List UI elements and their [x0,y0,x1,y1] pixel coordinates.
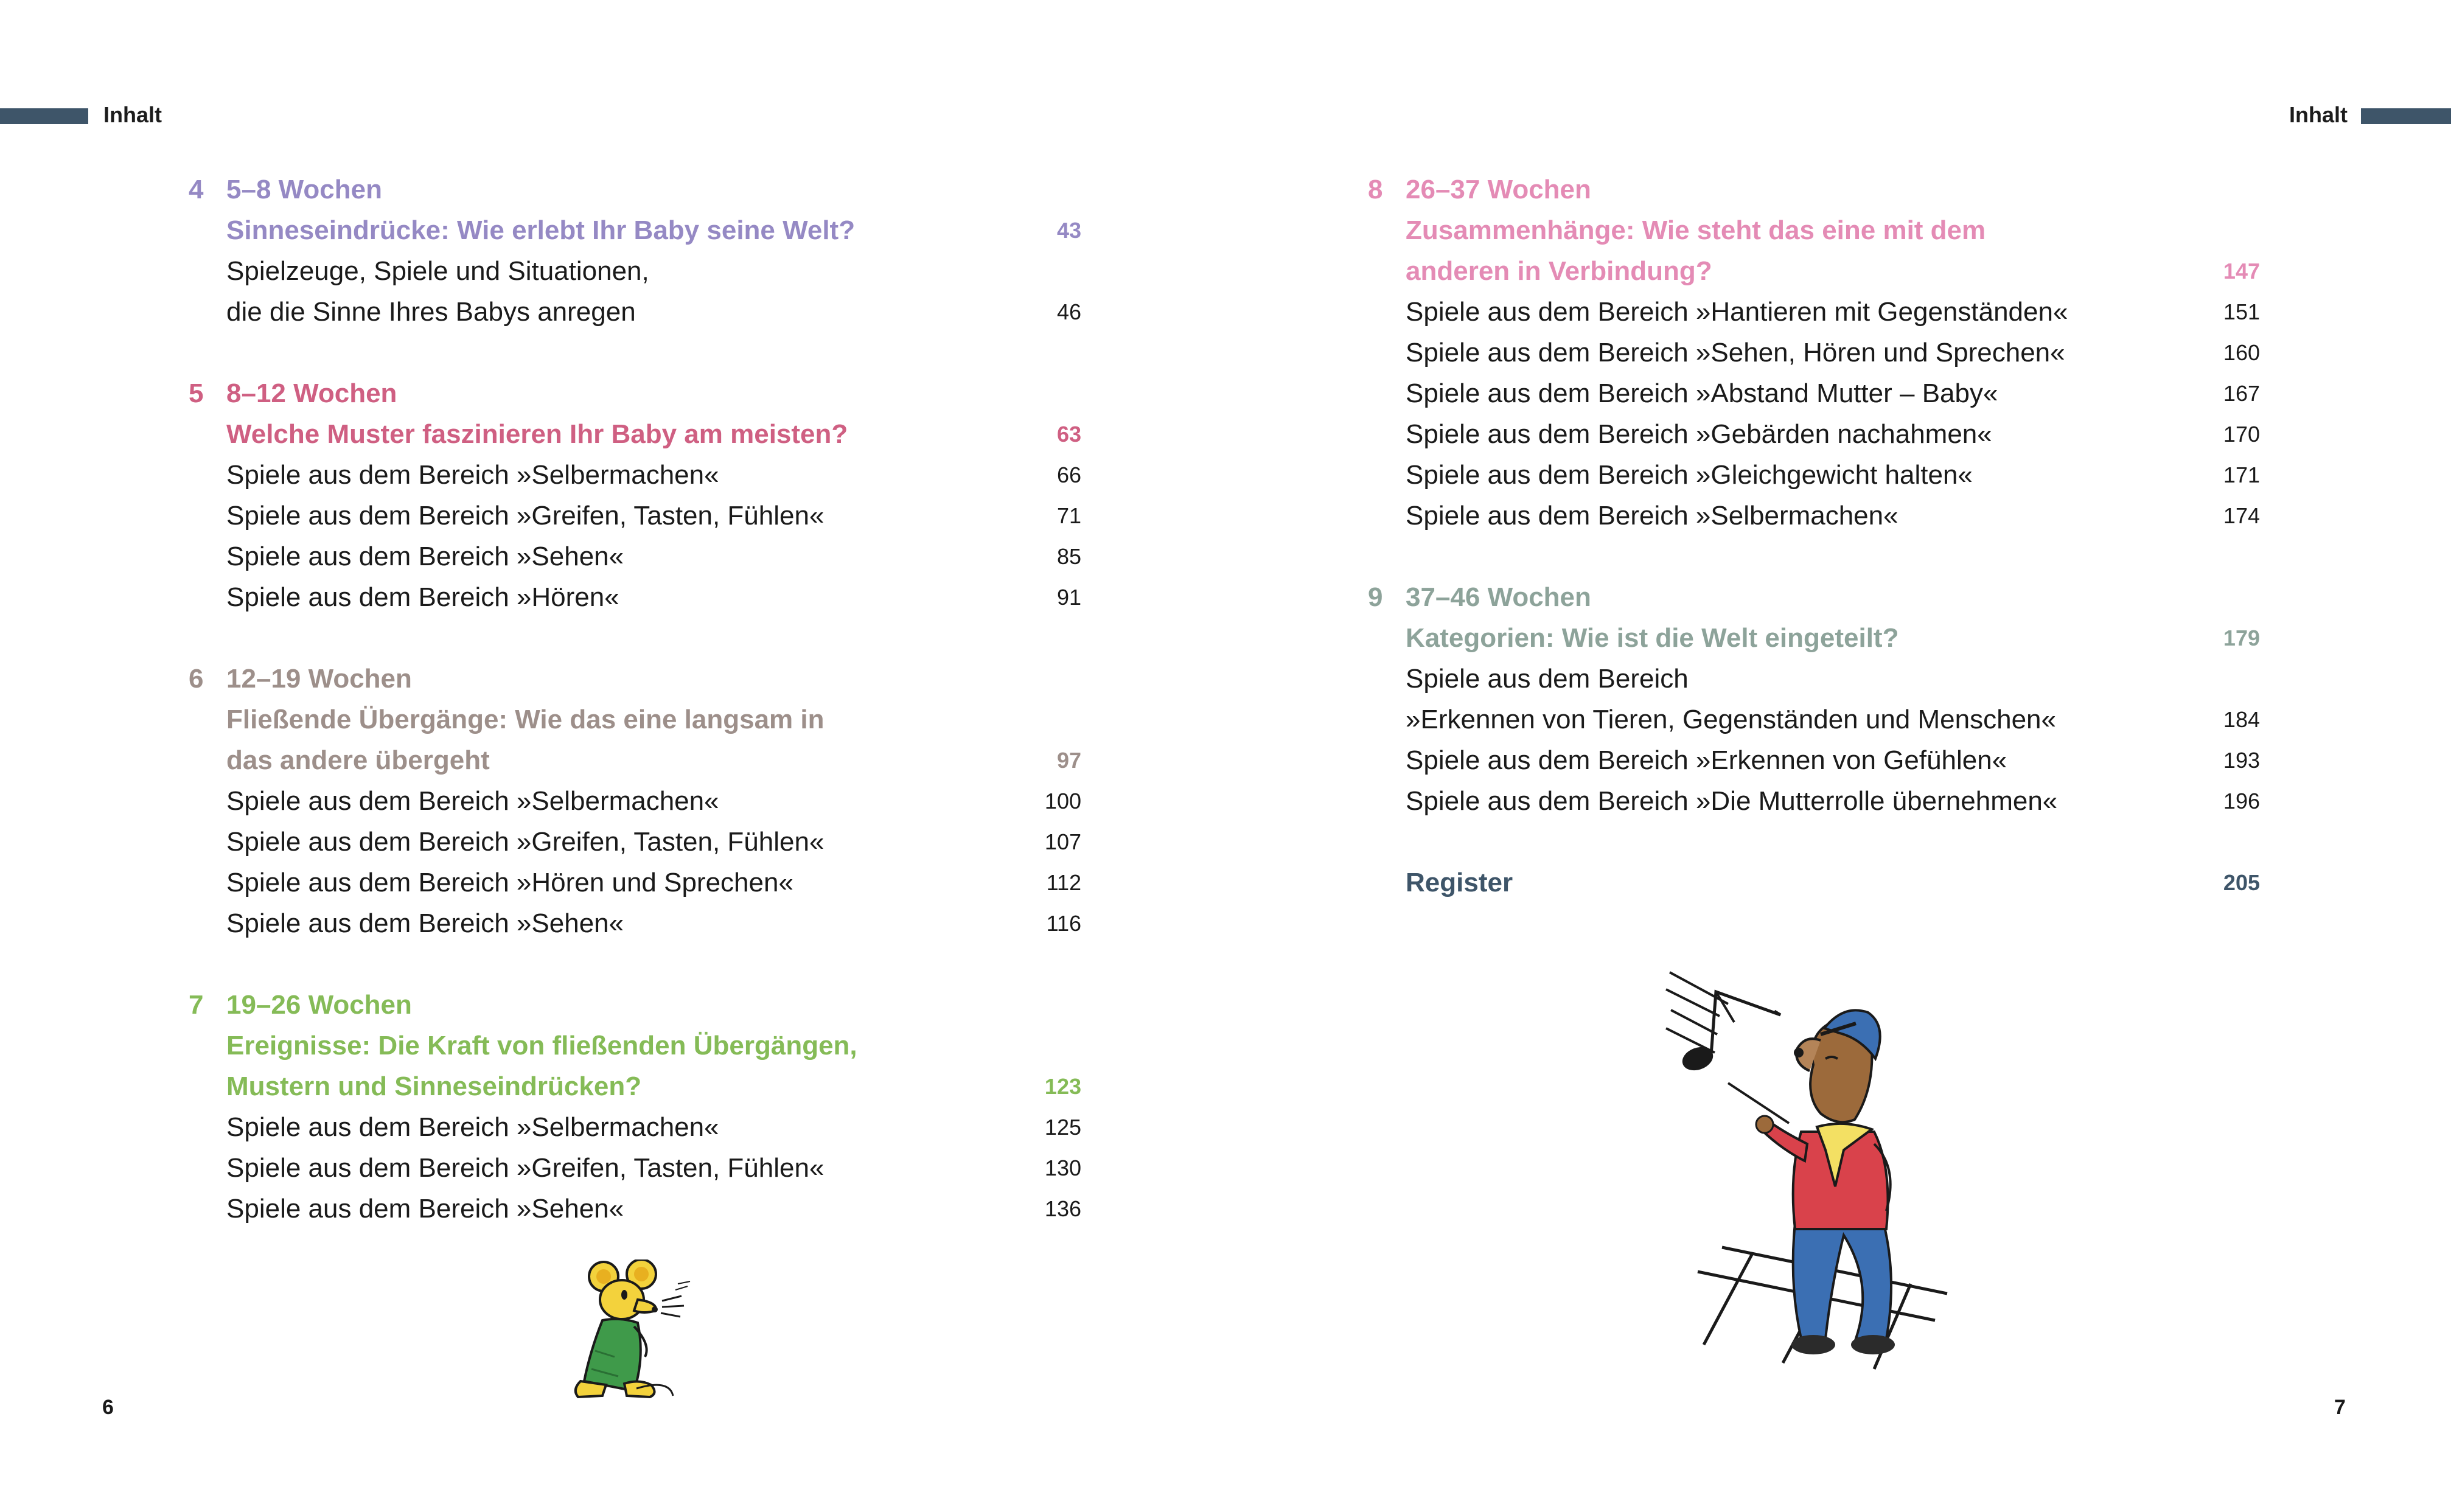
toc-entry[interactable]: Spiele aus dem Bereich »Abstand Mutter – Baby« [1406,378,1998,408]
chapter-number: 6 [189,664,204,694]
toc-page[interactable]: 85 [1056,544,1081,569]
toc-page[interactable]: 151 [2223,299,2260,324]
topic-page[interactable]: 179 [2223,625,2260,650]
toc-page[interactable]: 196 [2223,789,2260,813]
chapter-number: 4 [189,175,204,204]
chapter-7 [189,984,1081,1229]
toc-page[interactable]: 170 [2223,422,2260,447]
toc-page[interactable]: 171 [2223,462,2260,487]
toc-left [189,169,1081,1270]
toc-page[interactable]: 125 [1044,1115,1081,1140]
page-number-right: 7 [2334,1396,2346,1419]
toc-page[interactable]: 91 [1056,585,1081,610]
header-bar-left [0,108,88,124]
chapter-9 [1368,577,2260,821]
toc-page[interactable]: 167 [2223,381,2260,406]
toc-page[interactable]: 107 [1044,829,1081,854]
toc-entry[interactable]: Spiele aus dem Bereich »Sehen« [226,1194,624,1224]
toc-entry[interactable]: Spiele aus dem Bereich »Hantieren mit Gegenständen« [1406,297,2068,327]
topic-page[interactable]: 63 [1056,422,1081,447]
chapter-topic[interactable]: Zusammenhänge: Wie steht das eine mit dem [1406,215,1986,245]
toc-entry[interactable]: Spiele aus dem Bereich »Die Mutterrolle übernehmen« [1406,786,2058,816]
toc-entry[interactable]: Spiele aus dem Bereich »Sehen« [226,542,624,571]
toc-page[interactable]: 130 [1044,1155,1081,1180]
chapter-topic[interactable]: Welche Muster faszinieren Ihr Baby am meisten? [226,419,848,449]
toc-entry[interactable]: Spiele aus dem Bereich »Selbermachen« [226,786,719,816]
toc-entry[interactable]: Spiele aus dem Bereich »Selbermachen« [226,460,719,490]
chapter-number: 8 [1368,175,1383,204]
topic-page[interactable]: 123 [1044,1074,1081,1099]
topic-page[interactable]: 97 [1056,748,1081,773]
toc-entry[interactable]: Spiele aus dem Bereich »Hören« [226,582,619,612]
chapter-title[interactable]: 12–19 Wochen [226,664,412,694]
toc-page[interactable]: 112 [1046,870,1081,895]
toc-entry[interactable]: Spiele aus dem Bereich »Erkennen von Gefühlen« [1406,745,2007,775]
chapter-topic[interactable]: Ereignisse: Die Kraft von fließenden Übergängen, [226,1031,857,1061]
toc-page[interactable]: 160 [2223,340,2260,365]
chapter-topic[interactable]: Kategorien: Wie ist die Welt eingeteilt? [1406,623,1899,653]
chapter-number: 7 [189,990,204,1020]
toc-page[interactable]: 184 [2223,707,2260,732]
chapter-topic[interactable]: anderen in Verbindung? [1406,256,1712,286]
header-title-left: Inhalt [103,102,162,127]
chapter-number: 5 [189,378,204,408]
toc-page[interactable]: 193 [2223,748,2260,773]
toc-entry[interactable]: Spiele aus dem Bereich »Greifen, Tasten, Fühlen« [226,827,825,857]
toc-page[interactable]: 174 [2223,503,2260,528]
toc-entry[interactable]: Spiele aus dem Bereich »Sehen, Hören und Sprechen« [1406,338,2065,368]
toc-page[interactable]: 116 [1046,911,1081,936]
chapter-topic[interactable]: Mustern und Sinneseindrücken? [226,1071,642,1101]
toc-page[interactable]: 46 [1056,299,1081,324]
toc-page[interactable]: 71 [1056,503,1081,528]
chapter-topic[interactable]: Fließende Übergänge: Wie das eine langsam in [226,705,825,734]
toc-page[interactable]: 66 [1056,462,1081,487]
chapter-title[interactable]: 37–46 Wochen [1406,582,1591,612]
chapter-topic[interactable]: Sinneseindrücke: Wie erlebt Ihr Baby seine Welt? [226,215,856,245]
register-label[interactable]: Register [1406,868,1513,897]
chapter-title[interactable]: 26–37 Wochen [1406,175,1591,204]
chapter-title[interactable]: 19–26 Wochen [226,990,412,1020]
header-bar-right [2361,108,2451,124]
toc-page[interactable]: 136 [1044,1196,1081,1221]
register [1368,862,2260,903]
mouse-illustration [566,1259,712,1406]
toc-entry[interactable]: Spiele aus dem Bereich »Greifen, Tasten, Fühlen« [226,501,825,531]
chapter-title[interactable]: 8–12 Wochen [226,378,397,408]
toc-entry[interactable]: Spielzeuge, Spiele und Situationen, [226,256,649,286]
chapter-topic[interactable]: das andere übergeht [226,745,490,775]
chapter-6 [189,658,1081,944]
toc-entry[interactable]: Spiele aus dem Bereich [1406,664,1689,694]
chapter-5 [189,373,1081,618]
chapter-title[interactable]: 5–8 Wochen [226,175,382,204]
toc-entry[interactable]: die die Sinne Ihres Babys anregen [226,297,636,327]
chapter-4 [189,169,1081,332]
singing-bear-illustration [1661,967,1978,1393]
toc-entry[interactable]: Spiele aus dem Bereich »Selbermachen« [226,1112,719,1142]
topic-page[interactable]: 43 [1056,218,1081,243]
toc-entry[interactable]: »Erkennen von Tieren, Gegenständen und Menschen« [1406,705,2056,734]
register-page[interactable]: 205 [2223,870,2260,895]
header-title-right: Inhalt [2289,102,2348,127]
toc-right [1368,169,2260,944]
toc-entry[interactable]: Spiele aus dem Bereich »Gleichgewicht halten« [1406,460,1973,490]
chapter-number: 9 [1368,582,1383,612]
topic-page[interactable]: 147 [2223,259,2260,284]
page-number-left: 6 [102,1396,114,1419]
toc-entry[interactable]: Spiele aus dem Bereich »Hören und Sprechen« [226,868,793,897]
chapter-8 [1368,169,2260,536]
toc-entry[interactable]: Spiele aus dem Bereich »Gebärden nachahmen« [1406,419,1992,449]
toc-entry[interactable]: Spiele aus dem Bereich »Selbermachen« [1406,501,1898,531]
toc-entry[interactable]: Spiele aus dem Bereich »Greifen, Tasten, Fühlen« [226,1153,825,1183]
toc-entry[interactable]: Spiele aus dem Bereich »Sehen« [226,908,624,938]
toc-page[interactable]: 100 [1044,789,1081,813]
